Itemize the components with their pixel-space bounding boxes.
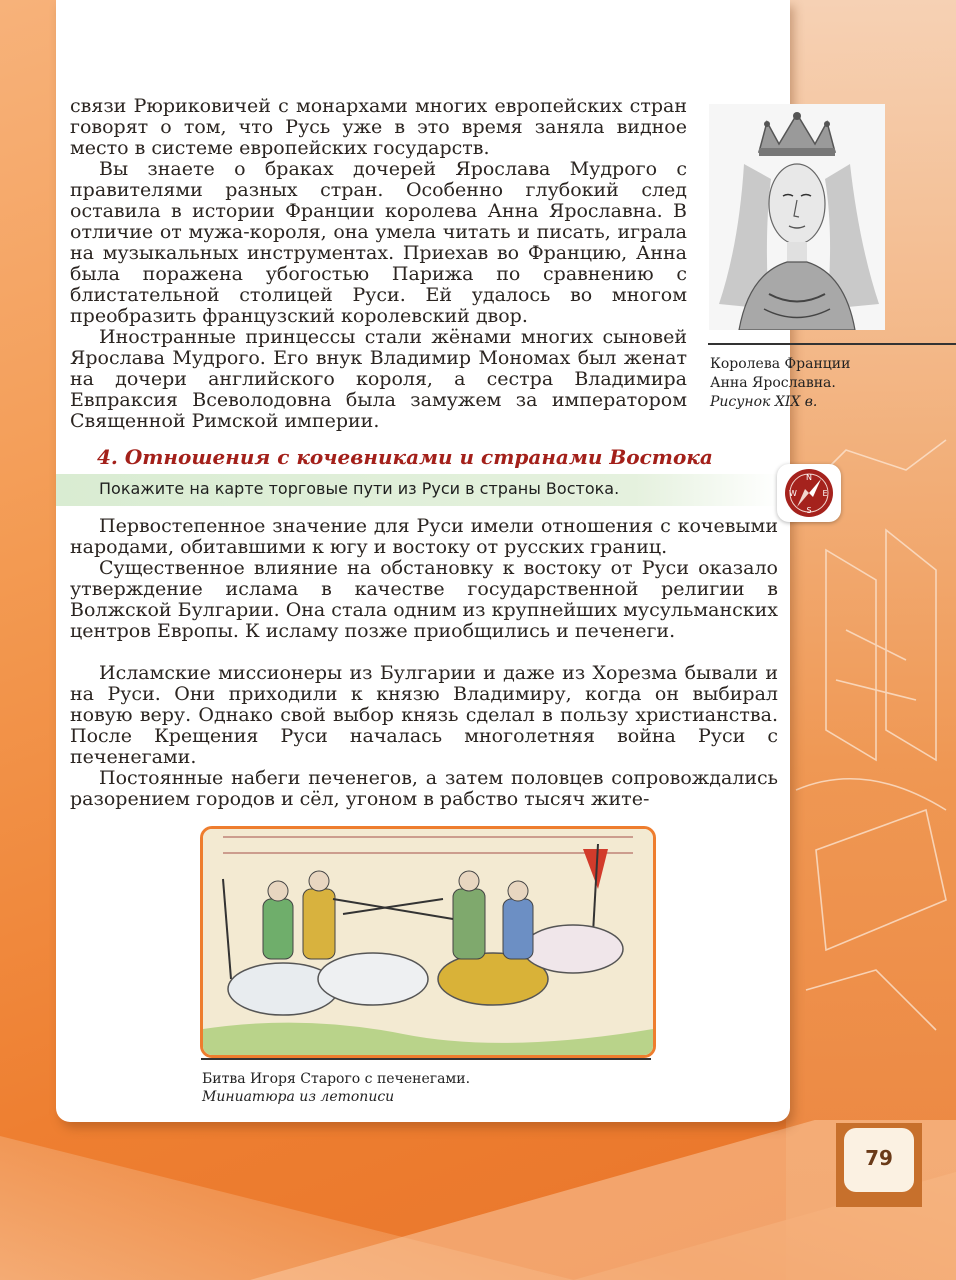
caption-rule <box>201 1058 651 1060</box>
caption-rule <box>708 343 956 345</box>
miniature-caption <box>202 1070 642 1106</box>
portrait-caption <box>710 355 950 412</box>
compass-letter: N <box>806 473 812 482</box>
compass-icon <box>777 464 841 522</box>
page-number: 79 <box>865 1146 893 1170</box>
compass-letter: E <box>822 489 828 498</box>
architecture-sketch-decoration <box>786 430 956 1130</box>
paragraph: Первостепенное значение для Руси имели отношения с кочевыми народами, обитавшими к югу и востоку от русских границ. <box>70 515 778 558</box>
compass-letter: W <box>789 489 797 498</box>
caption-line: Битва Игоря Старого с печенегами. <box>202 1071 471 1087</box>
paragraph: Исламские миссионеры из Булгарии и даже из Хорезма бывали и на Руси. Они приходили к князю Владимиру, когда он выбирал новую веру. Однако свой выбор князь сделал в пользу христианства. После Крещения Руси началась многолетняя война Руси с печенегами. <box>70 662 778 768</box>
paragraph: Иностранные принцессы стали жёнами многих сыновей Ярослава Мудрого. Его внук Владимир Мономах был женат на дочери английского короля, а сестра Владимира Евпраксия Всеволодовна была замужем за императором Священной Римской империи. <box>70 326 687 432</box>
compass-letter: S <box>806 506 812 515</box>
paragraph: Существенное влияние на обстановку к востоку от Руси оказало утверждение ислама в качестве государственной религии в Волжской Булгарии. Она стала одним из крупнейших мусульманских центров Европы. К исламу позже приобщились и печенеги. <box>70 557 778 642</box>
portrait-anna-yaroslavna <box>709 104 885 330</box>
caption-line: Рисунок XIX в. <box>710 394 818 410</box>
caption-line: Миниатюра из летописи <box>202 1089 395 1105</box>
section-heading: 4. Отношения с кочевниками и странами Востока <box>97 445 713 469</box>
map-task-badge <box>777 464 841 522</box>
caption-line: Королева Франции <box>710 356 851 372</box>
paragraph: связи Рюриковичей с монархами многих европейских стран говорят о том, что Русь уже в это время заняла видное место в системе европейских государств. <box>70 95 687 159</box>
paragraph: Вы знаете о браках дочерей Ярослава Мудрого с правителями разных стран. Особенно глубокий след оставила в истории Франции королева Анна Ярославна. В отличие от мужа-короля, она умела читать и писать, играла на музыкальных инструментах. Приехав во Францию, Анна была поражена убогостью Парижа по сравнению с блистательной столицей Руси. Ей удалось во многом преобразить французский королевский двор. <box>70 158 687 327</box>
task-text: Покажите на карте торговые пути из Руси в страны Востока. <box>99 479 620 498</box>
chronicle-miniature <box>200 826 656 1058</box>
caption-line: Анна Ярославна. <box>710 375 836 391</box>
paragraph: Постоянные набеги печенегов, а затем половцев сопровождались разорением городов и сёл, угоном в рабство тысяч жите- <box>70 767 778 810</box>
